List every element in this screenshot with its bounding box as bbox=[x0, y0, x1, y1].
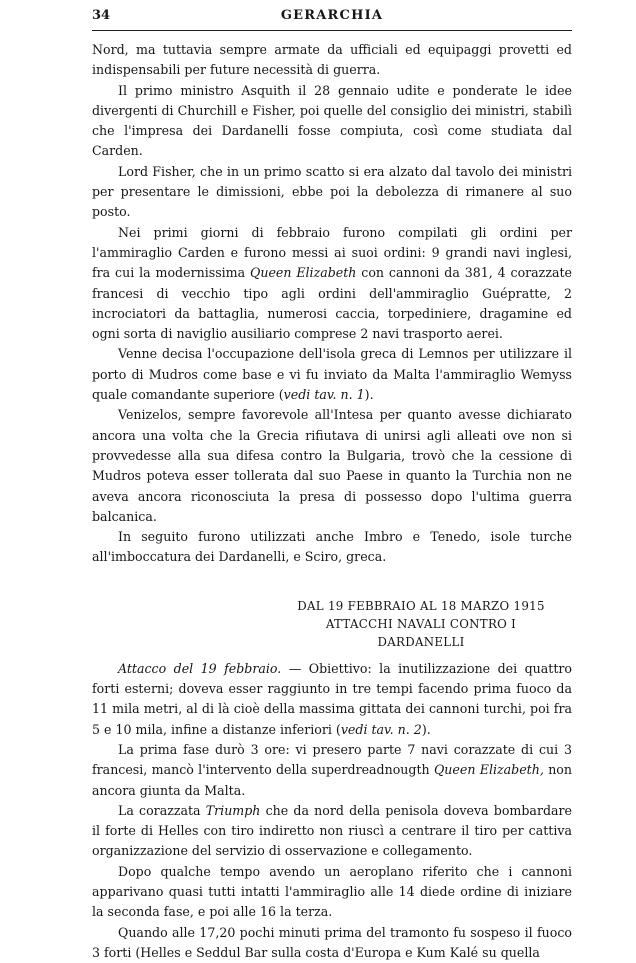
ship-name: Triumph bbox=[205, 802, 261, 818]
paragraph bbox=[92, 344, 572, 405]
running-title: GERARCHIA bbox=[280, 8, 384, 23]
paragraph-text: La corazzata bbox=[118, 802, 206, 818]
paragraph: In seguito furono utilizzati anche Imbro e Tenedo, isole turche all'imboccatura dei Dardanelli, e Sciro, greca. bbox=[92, 529, 572, 565]
page-number: 34 bbox=[92, 8, 111, 23]
section-heading-title: ATTACCHI NAVALI CONTRO I DARDANELLI bbox=[325, 616, 517, 649]
plate-reference: vedi tav. n. 2 bbox=[340, 721, 422, 737]
section-heading-dates: DAL 19 FEBBRAIO AL 18 MARZO 1915 bbox=[297, 598, 545, 613]
paragraph-text: che da nord della penisola doveva bombardare il forte di Helles con tiro indiretto non riuscì a centrare il tiro per cattiva organizzazione del servizio di osservazione e collegamento. bbox=[92, 802, 573, 859]
paragraph: Dopo qualche tempo avendo un aeroplano riferito che i cannoni apparivano quasi tutti intatti l'ammiraglio alle 14 diede ordine di iniziare la seconda fase, e poi alle 16 la terza. bbox=[92, 863, 572, 920]
paragraph-text: Venne decisa l'occupazione dell'isola greca di Lemnos per utilizzare il porto di Mudros come base e vi fu inviato da Malta l'ammiraglio Wemyss quale comandante superiore ( bbox=[92, 346, 572, 403]
header-rule bbox=[92, 30, 572, 31]
paragraph-text: ). bbox=[421, 721, 431, 737]
attack-label: Attacco del 19 febbraio. bbox=[118, 660, 282, 676]
body-text bbox=[92, 40, 572, 963]
paragraph-text: — Obiettivo: la inutilizzazione dei quattro forti esterni; doveva esser raggiunto in tre tempi facendo prima fuoco da 11 mila metri, al di là cioè della massima gittata dei cannoni turchi, poi fra 5 e 10 mila, infine a distanze inferiori ( bbox=[92, 660, 572, 737]
paragraph bbox=[92, 223, 572, 345]
ship-name: Queen Elizabeth bbox=[250, 265, 357, 281]
plate-reference: vedi tav. n. 1 bbox=[283, 387, 365, 403]
paragraph-text: Nei primi giorni di febbraio furono compilati gli ordini per l'ammiraglio Carden e furono messi ai suoi ordini: 9 grandi navi inglesi, fra cui la modernissima bbox=[92, 224, 572, 281]
paragraph-text: La prima fase durò 3 ore: vi presero parte 7 navi corazzate di cui 3 francesi, mancò l'intervento della superdreadnougth bbox=[92, 741, 572, 778]
paragraph: Venizelos, sempre favorevole all'Intesa per quanto avesse dichiarato ancora una volta che la Grecia rifiutava di unirsi agli alleati ove non si provvedesse alla sua difesa contro la Bulgaria, trovò che la cessione di Mudros poteva esser tollerata dal suo Paese in quanto la Turchia non ne aveva ancora riconosciuta la presa di possesso dopo l'ultima guerra balcanica. bbox=[92, 407, 572, 524]
paragraph-text: ). bbox=[364, 387, 374, 403]
paragraph-text: con cannoni da 381, 4 corazzate francesi di vecchio tipo agli ordini dell'ammiraglio Guépratte, 2 incrociatori da battaglia, numerosi caccia, torpediniere, dragamine ed ogni sorta di naviglio ausiliario comprese 2 navi trasporto aerei. bbox=[92, 265, 572, 342]
paragraph: Lord Fisher, che in un primo scatto si era alzato dal tavolo dei ministri per presentare le dimissioni, ebbe poi la debolezza di rimanere al suo posto. bbox=[92, 163, 572, 220]
paragraph: Nord, ma tuttavia sempre armate da ufficiali ed equipaggi provetti ed indispensabili per future necessità di guerra. bbox=[92, 42, 572, 78]
paragraph-text: non ancora giunta da Malta. bbox=[92, 762, 572, 798]
paragraph bbox=[92, 801, 572, 862]
paragraph: Il primo ministro Asquith il 28 gennaio udite e ponderate le idee divergenti di Churchill e Fisher, poi quelle del consiglio dei ministri, stabilì che l'impresa dei Dardanelli fosse compiuta, così come studiata dal Carden. bbox=[92, 82, 572, 159]
paragraph bbox=[92, 740, 572, 801]
page-header bbox=[92, 4, 572, 28]
section-heading bbox=[92, 597, 572, 651]
paragraph bbox=[92, 659, 572, 740]
ship-name: Queen Elizabeth, bbox=[433, 762, 544, 778]
paragraph: Quando alle 17,20 pochi minuti prima del tramonto fu sospeso il fuoco 3 forti (Helles e Seddul Bar sulla costa d'Europa e Kum Kalé su quella bbox=[92, 924, 572, 960]
